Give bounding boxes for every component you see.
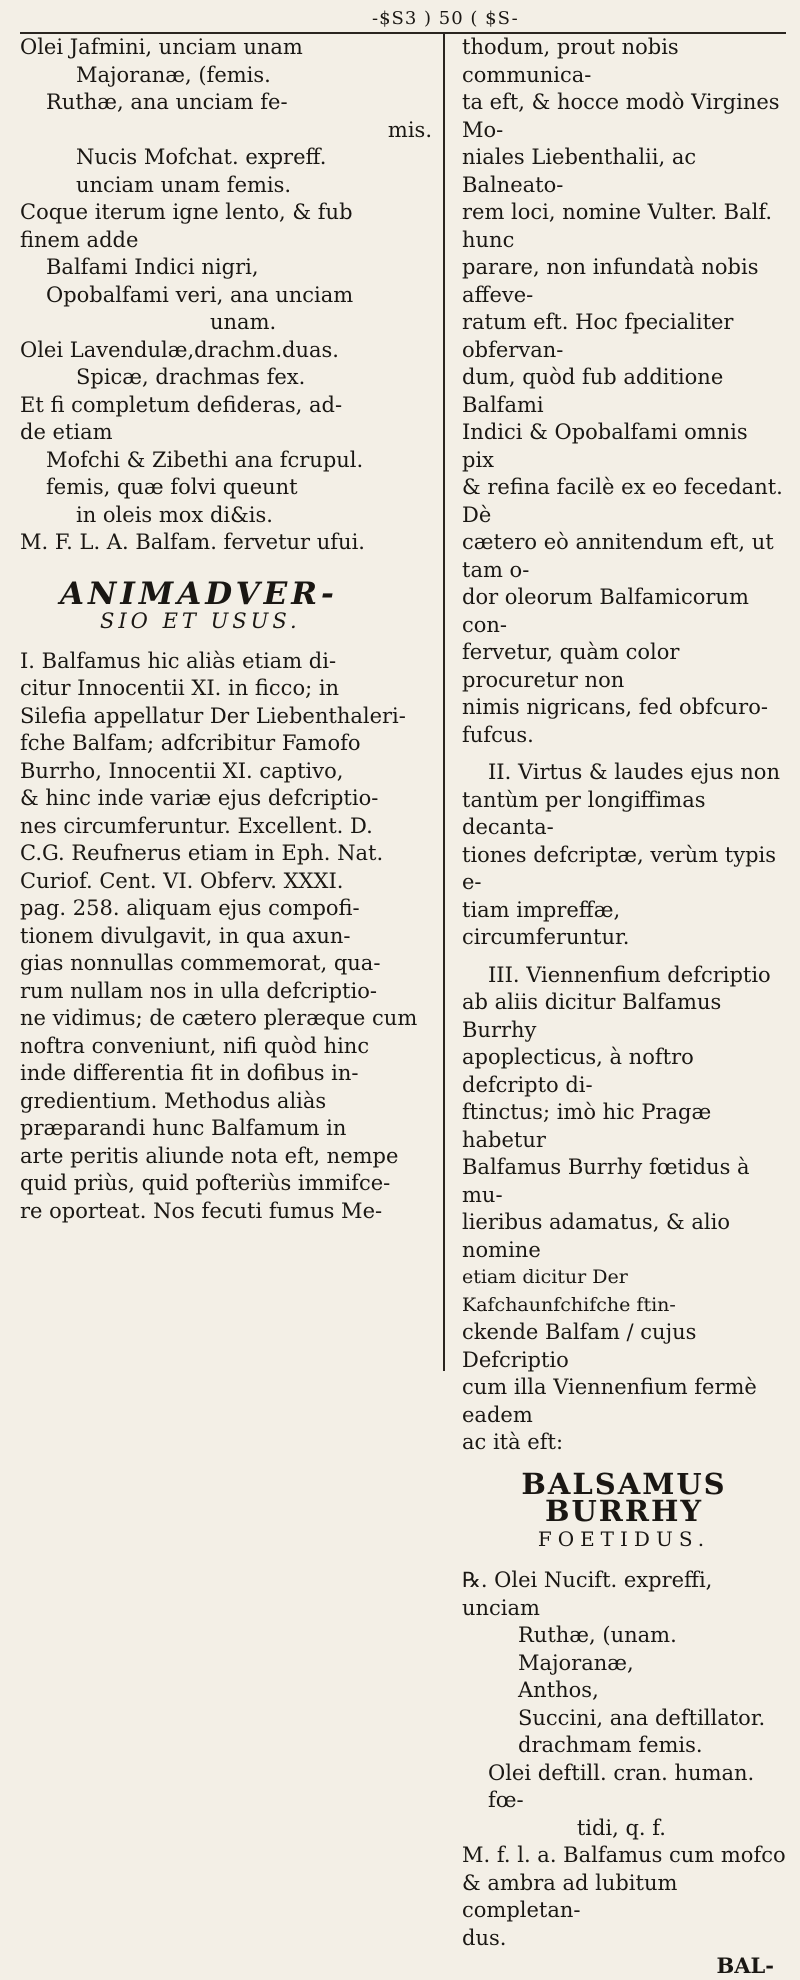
body-line: ac ità eft: (462, 1430, 564, 1454)
body-line: ftinctus; imò hic Pragæ habetur (462, 1100, 712, 1152)
body-line: III. Viennenfium defcriptio (488, 962, 771, 987)
recipe-line: ℞. Olei Nucift. expreffi, unciam (462, 1568, 713, 1620)
recipe-line: Ruthæ, (unam. (518, 1623, 677, 1647)
page-number-ornament: -$S3 ) 50 ( $S- (372, 8, 519, 29)
recipe-line: Majoranæ, (femis. (76, 62, 271, 87)
body-line: cætero eò annitendum eft, ut tam o- (462, 530, 774, 582)
body-line: apoplecticus, à noftro defcripto di- (462, 1045, 694, 1097)
recipe-line: Et fi completum defideras, ad- (20, 392, 343, 417)
body-line: inde differentia fit in dofibus in- (20, 1061, 359, 1085)
recipe-line: Succini, ana deftillator. (518, 1705, 766, 1730)
body-line: fche Balfam; adfcribitur Famofo (20, 731, 361, 755)
body-line: II. Virtus & laudes ejus non (488, 760, 780, 784)
recipe-line: Ruthæ, ana unciam fe- (46, 90, 288, 114)
body-line: noftra conveniunt, nifi quòd hinc (20, 1033, 370, 1058)
paragraph-gap (462, 952, 786, 962)
recipe-line: mis. (387, 117, 432, 142)
recipe-line: & ambra ad lubitum completan- (462, 1870, 678, 1922)
paragraph-gap (462, 749, 786, 759)
body-line: fervetur, quàm color procuretur non (462, 640, 680, 692)
right-column (452, 34, 786, 1978)
body-line: lieribus adamatus, & alio nomine (462, 1210, 731, 1262)
body-line: præparandi hunc Balfamum in (20, 1116, 347, 1140)
column-divider (443, 34, 445, 1371)
section-subheading: SIO ET USUS. (100, 609, 301, 633)
body-line: tantùm per longiffimas decanta- (462, 787, 706, 839)
body-line: arte peritis aliunde nota eft, nempe (20, 1143, 399, 1168)
body-line: dum, quòd fub additione Balfami (462, 365, 724, 417)
body-line: & hinc inde variæ ejus defcriptio- (20, 786, 379, 810)
page-header (20, 8, 786, 34)
body-line: etiam dicitur Der Kafchaunfchifche ftin- (462, 1266, 676, 1316)
body-line: quid priùs, quid pofteriùs immifce- (20, 1171, 391, 1195)
body-line: pag. 258. aliquam ejus compofi- (20, 896, 360, 920)
body-line: rum nullam nos in ulla defcriptio- (20, 978, 377, 1003)
recipe-heading: BALSAMUS BURRHY (521, 1466, 727, 1528)
recipe-line: Opobalfami veri, ana unciam (46, 282, 354, 307)
recipe-line: Olei Lavendulæ,drachm.duas. (20, 337, 339, 362)
recipe-line: Mofchi & Zibethi ana fcrupul. (46, 447, 364, 472)
body-line: Burrho, Innocentii XI. captivo, (20, 758, 344, 783)
recipe-line: Olei Jafmini, unciam unam (20, 35, 303, 59)
body-line: ta eft, & hocce modò Virgines Mo- (462, 90, 780, 142)
recipe-line: Majoranæ, (518, 1650, 634, 1675)
body-line: tiam impreffæ, circumferuntur. (462, 897, 630, 949)
body-line: citur Innocentii XI. in ficco; in (20, 676, 340, 700)
recipe-subheading: FOETIDUS. (537, 1526, 711, 1551)
recipe-line: femis, quæ folvi queunt (46, 475, 298, 499)
recipe-line: dus. (462, 1925, 507, 1950)
body-line: gredientium. Methodus aliàs (20, 1088, 327, 1113)
body-line: Silefia appellatur Der Liebenthaleri- (20, 703, 406, 728)
body-line: & refina facilè ex eo fecedant. Dè (462, 475, 783, 527)
left-column (20, 34, 440, 1371)
recipe-line: unam. (210, 310, 277, 334)
body-line: I. Balfamus hic aliàs etiam di- (20, 648, 337, 673)
recipe-line: de etiam (20, 420, 113, 444)
body-line: nes circumferuntur. Excellent. D. (20, 813, 373, 838)
body-line: ckende Balfam / cujus Defcriptio (462, 1320, 697, 1372)
body-line: tiones defcriptæ, verùm typis e- (462, 842, 777, 894)
text-columns (20, 34, 786, 1978)
body-line: rem loci, nomine Vulter. Balf. hunc (462, 200, 773, 252)
body-line: ne vidimus; de cætero pleræque cum (20, 1006, 418, 1030)
body-line: nimis nigricans, fed obfcuro-fufcus. (462, 695, 768, 747)
section-heading: ANIMADVER- (60, 575, 338, 612)
body-line: niales Liebenthalii, ac Balneato- (462, 145, 697, 197)
body-line: parare, non infundatà nobis affeve- (462, 255, 759, 307)
recipe-line: drachmam femis. (518, 1733, 703, 1757)
recipe-line: Olei deftill. cran. human. fœ- (488, 1760, 755, 1812)
recipe-line: in oleis mox di&is. (76, 502, 273, 527)
recipe-line: Balfami Indici nigri, (46, 255, 259, 279)
recipe-line: finem adde (20, 227, 139, 252)
body-line: cum illa Viennenfium fermè eadem (462, 1375, 757, 1427)
recipe-line: Coque iterum igne lento, & fub (20, 200, 353, 224)
body-line: C.G. Reufnerus etiam in Eph. Nat. (20, 841, 384, 865)
body-line: tionem divulgavit, in qua axun- (20, 923, 351, 948)
recipe-line: M. f. l. a. Balfamus cum mofco (462, 1843, 786, 1867)
body-line: gias nonnullas commemorat, qua- (20, 951, 381, 975)
body-line: dor oleorum Balfamicorum con- (462, 585, 749, 637)
recipe-line: Anthos, (518, 1678, 599, 1702)
recipe-line: tidi, q. f. (576, 1815, 666, 1840)
body-line: Curiof. Cent. VI. Obferv. XXXI. (20, 868, 344, 893)
recipe-line: M. F. L. A. Balfam. fervetur ufui. (20, 530, 365, 554)
recipe-line: Nucis Mofchat. expreff. (76, 145, 327, 169)
body-line: re oporteat. Nos fecuti fumus Me- (20, 1198, 383, 1223)
recipe-line: Spicæ, drachmas fex. (76, 365, 306, 389)
body-line: Balfamus Burrhy fœtidus à mu- (462, 1155, 750, 1207)
body-line: ab aliis dicitur Balfamus Burrhy (462, 990, 722, 1042)
body-line: ratum eft. Hoc fpecialiter obfervan- (462, 310, 734, 362)
recipe-line: unciam unam femis. (76, 172, 292, 197)
catchword: BAL- (716, 1953, 774, 1978)
body-line: Indici & Opobalfami omnis pix (462, 420, 748, 472)
body-line: thodum, prout nobis communica- (462, 35, 679, 87)
